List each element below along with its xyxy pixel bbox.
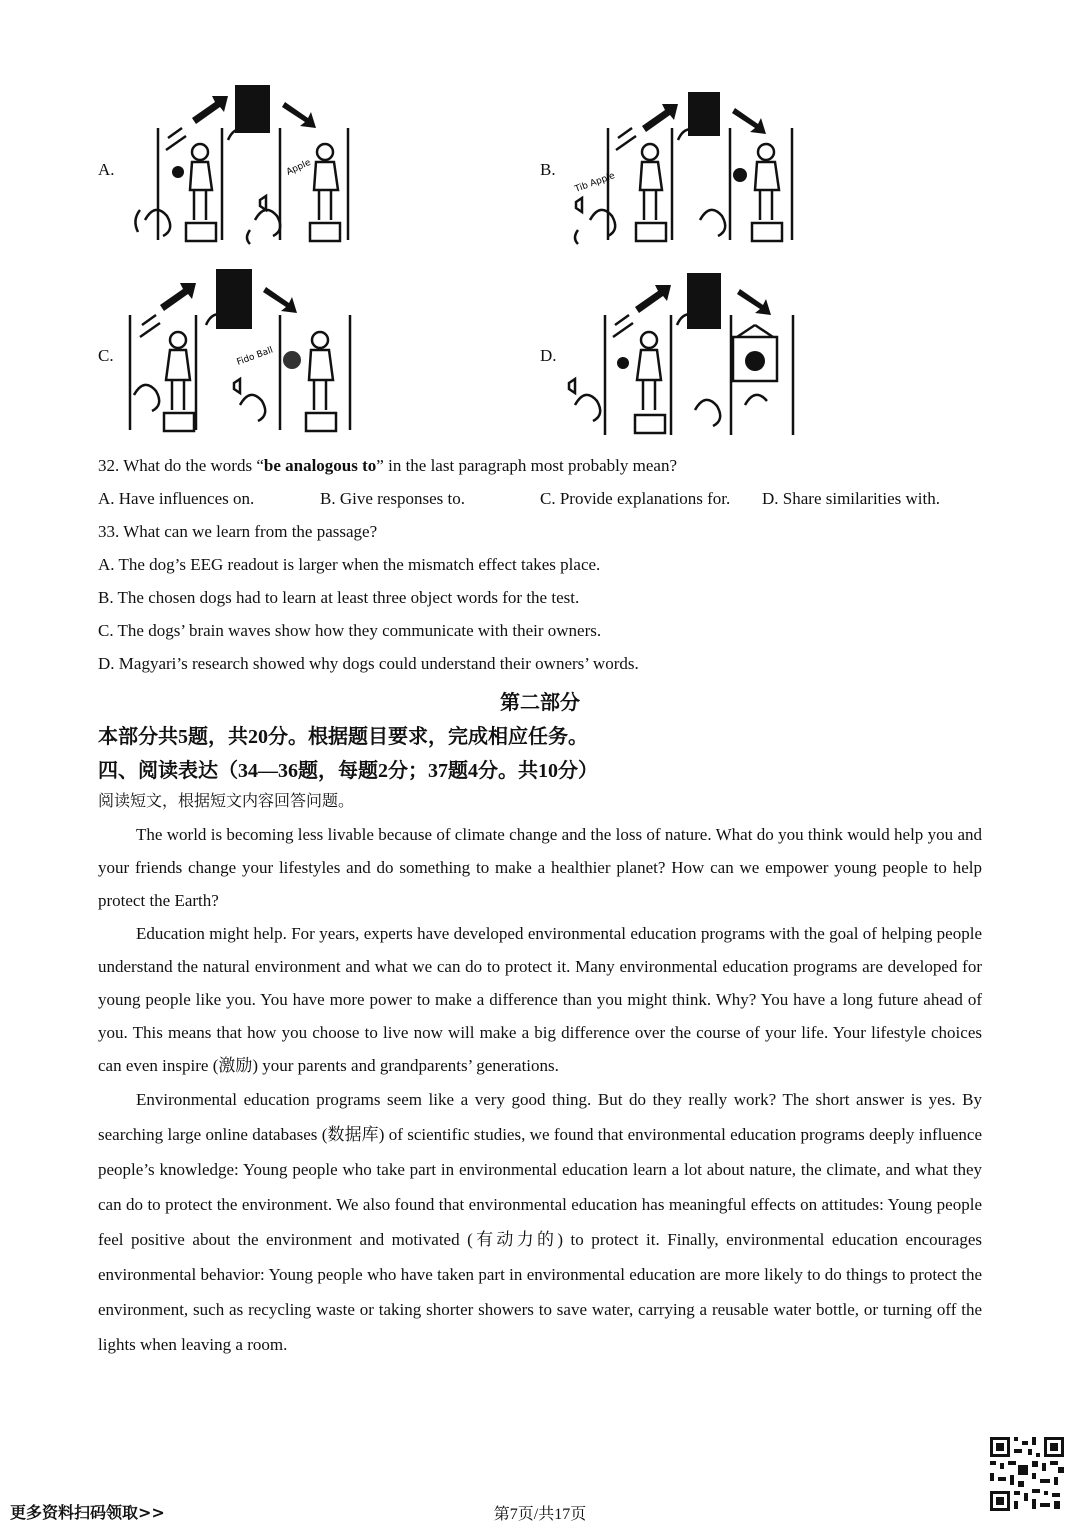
option-a-label: A.: [98, 160, 115, 179]
figure-c-illustration: [120, 265, 360, 445]
passage-paragraph-2: Education might help. For years, experts have developed environmental education programs with the goal of helping people understand the natural environment and what we can do to protect it. Many environmental education programs are developed for young people like you. You have more power to make a difference than you might think. Why? You have a long future ahead of you. This means that how you choose to live now will make a big difference over the course of your life. Your lifestyle choices can even inspire (激励) your parents and grandparents’ generations.: [98, 924, 982, 1075]
option-b-label: B.: [540, 160, 556, 179]
q32-option-b[interactable]: B. Give responses to.: [320, 489, 465, 508]
option-d-label: D.: [540, 346, 557, 365]
q32-stem-bold: be analogous to: [263, 456, 377, 475]
q32-option-a[interactable]: A. Have influences on.: [98, 489, 255, 508]
page-number: 第7页/共17页: [493, 1506, 587, 1523]
passage-paragraph-1: The world is becoming less livable because of climate change and the loss of nature. What do you think would help you and your friends change your lifestyles and do something to make a healthier planet? How can we empower young people to help protect the Earth?: [98, 825, 982, 910]
figure-b-illustration: [570, 80, 800, 255]
passage: [98, 818, 982, 1362]
passage-paragraph-3: Environmental education programs seem like a very good thing. But do they really work? The short answer is yes. By searching large online databases (数据库) of scientific studies, we found that environmental education programs deeply influence people’s knowledge: Young people who take part in environmental education learn a lot about nature, the climate, and what they can do to protect the environment. We also found that environmental education has meaningful effects on attitudes: Young people feel positive about the environment and motivated (有动力的) to protect it. Finally, environmental education encourages environmental behavior: Young people who have taken part in environmental education are more likely to do things to protect the environment, such as recycling waste or taking shorter showers to save water, carrying a reusable water bottle, or turning off the lights when leaving a room.: [98, 1090, 982, 1354]
q33-stem: 33. What can we learn from the passage?: [98, 522, 378, 541]
option-c-label: C.: [98, 346, 114, 365]
reading-instruction: 阅读短文，根据短文内容回答问题。: [98, 793, 355, 810]
q33-option-c[interactable]: C. The dogs’ brain waves show how they communicate with their owners.: [98, 621, 602, 640]
q32-option-d[interactable]: D. Share similarities with.: [762, 489, 941, 508]
figure-b-word: Tib Apple: [573, 171, 617, 195]
figure-c-word: Fido Ball: [235, 345, 275, 368]
q33-option-d[interactable]: D. Magyari’s research showed why dogs could understand their owners’ words.: [98, 654, 639, 673]
section-title: 第二部分: [500, 692, 580, 714]
footer-more-resources-link[interactable]: 更多资料扫码领取>>: [10, 1503, 165, 1522]
q33-option-b[interactable]: B. The chosen dogs had to learn at least three object words for the test.: [98, 588, 580, 607]
q32-stem: 32. What do the words “be analogous to” in the last paragraph most probably mean?: [98, 456, 678, 475]
part-heading: 四、阅读表达（34—36题，每题2分；37题4分。共10分）: [98, 760, 598, 782]
figure-a-illustration: [120, 80, 360, 255]
q33-option-a[interactable]: A. The dog’s EEG readout is larger when the mismatch effect takes place.: [98, 555, 601, 574]
q32-options: [98, 489, 978, 513]
section-intro: 本部分共5题，共20分。根据题目要求，完成相应任务。: [98, 726, 588, 748]
q32-option-c[interactable]: C. Provide explanations for.: [540, 489, 731, 508]
figure-d-illustration: [565, 265, 800, 445]
figure-a-word: Apple: [285, 157, 313, 178]
